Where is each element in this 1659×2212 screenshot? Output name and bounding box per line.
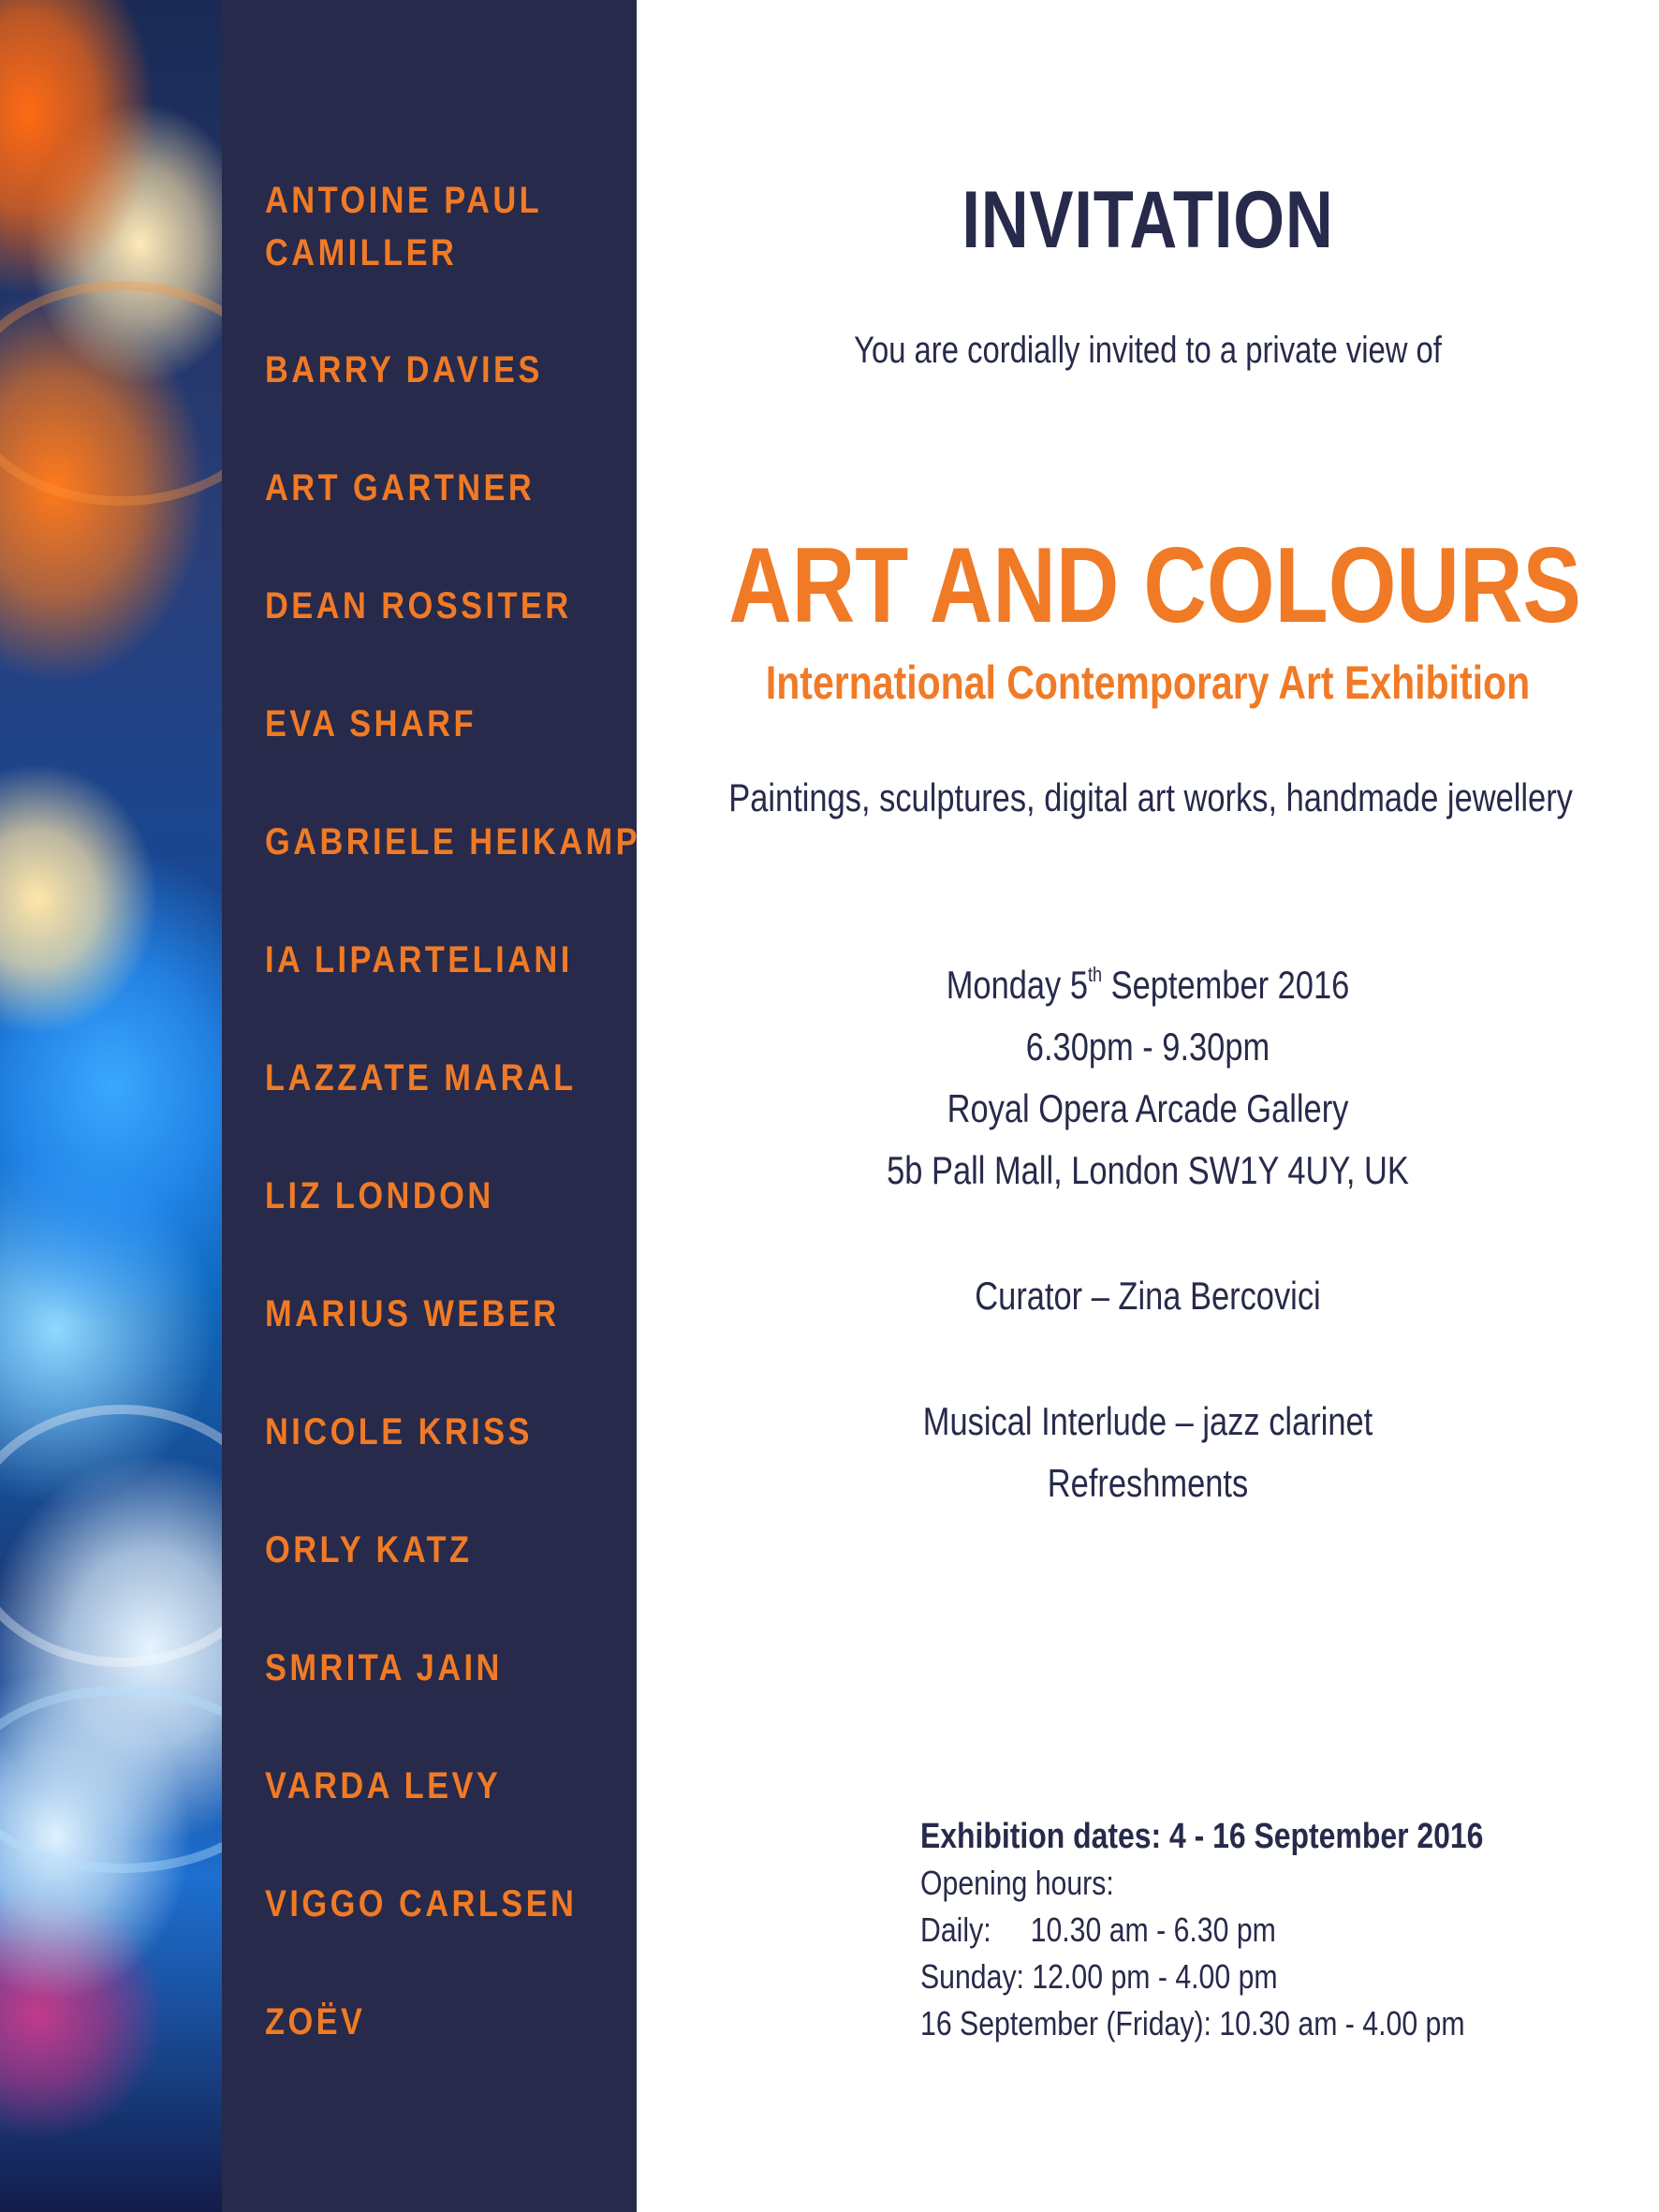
artist-name: VARDA LEVY bbox=[265, 1765, 502, 1806]
invitation-intro: You are cordially invited to a private view of bbox=[854, 330, 1442, 371]
invitation-content bbox=[637, 0, 1659, 2212]
artist-name: LIZ LONDON bbox=[265, 1175, 494, 1217]
artist-name: CAMILLER bbox=[265, 232, 458, 273]
refreshments-line: Refreshments bbox=[1047, 1461, 1249, 1505]
sunday-hours: Sunday: 12.00 pm - 4.00 pm bbox=[920, 1957, 1278, 1996]
event-time: 6.30pm - 9.30pm bbox=[1025, 1025, 1270, 1069]
event-date-day: Monday 5 bbox=[946, 963, 1088, 1007]
artist-name: LAZZATE MARAL bbox=[265, 1057, 577, 1099]
friday-hours: 16 September (Friday): 10.30 am - 4.00 pm bbox=[920, 2004, 1465, 2042]
artist-name: EVA SHARF bbox=[265, 703, 477, 745]
event-venue: Royal Opera Arcade Gallery bbox=[947, 1086, 1349, 1130]
artist-name: DEAN ROSSITER bbox=[265, 585, 572, 627]
event-address: 5b Pall Mall, London SW1Y 4UY, UK bbox=[887, 1148, 1409, 1192]
opening-hours-label: Opening hours: bbox=[920, 1864, 1114, 1902]
event-date bbox=[728, 963, 1566, 1008]
artist-name: IA LIPARTELIANI bbox=[265, 939, 573, 981]
artist-name: ART GARTNER bbox=[265, 467, 536, 509]
abstract-painting-strip bbox=[0, 0, 222, 2212]
artist-name: ZOËV bbox=[265, 2001, 366, 2042]
artist-name: ANTOINE PAUL bbox=[265, 180, 543, 221]
exhibition-title: ART AND COLOURS bbox=[728, 526, 1581, 645]
paint-swirl bbox=[0, 1686, 222, 1873]
paint-swirl bbox=[0, 1405, 222, 1667]
curator-line: Curator – Zina Bercovici bbox=[975, 1274, 1321, 1318]
artist-name: GABRIELE HEIKAMP bbox=[265, 821, 640, 863]
exhibition-dates: Exhibition dates: 4 - 16 September 2016 bbox=[920, 1817, 1484, 1856]
invitation-heading: INVITATION bbox=[962, 175, 1334, 265]
artist-name: BARRY DAVIES bbox=[265, 349, 543, 391]
event-date-month: September 2016 bbox=[1102, 963, 1350, 1007]
artist-name: NICOLE KRISS bbox=[265, 1411, 533, 1453]
artist-panel bbox=[222, 0, 640, 2212]
event-date-ordinal: th bbox=[1087, 963, 1103, 986]
music-line: Musical Interlude – jazz clarinet bbox=[922, 1399, 1373, 1443]
opening-hours-block bbox=[920, 1813, 1483, 2047]
artist-name: VIGGO CARLSEN bbox=[265, 1883, 578, 1924]
exhibition-media: Paintings, sculptures, digital art works, handmade jewellery bbox=[728, 775, 1573, 819]
daily-hours: Daily: 10.30 am - 6.30 pm bbox=[920, 1910, 1276, 1949]
artist-name: ORLY KATZ bbox=[265, 1529, 473, 1571]
artist-name: SMRITA JAIN bbox=[265, 1647, 503, 1688]
artist-name: MARIUS WEBER bbox=[265, 1293, 560, 1335]
paint-swirl bbox=[0, 281, 222, 506]
exhibition-subtitle: International Contemporary Art Exhibition bbox=[765, 656, 1531, 709]
